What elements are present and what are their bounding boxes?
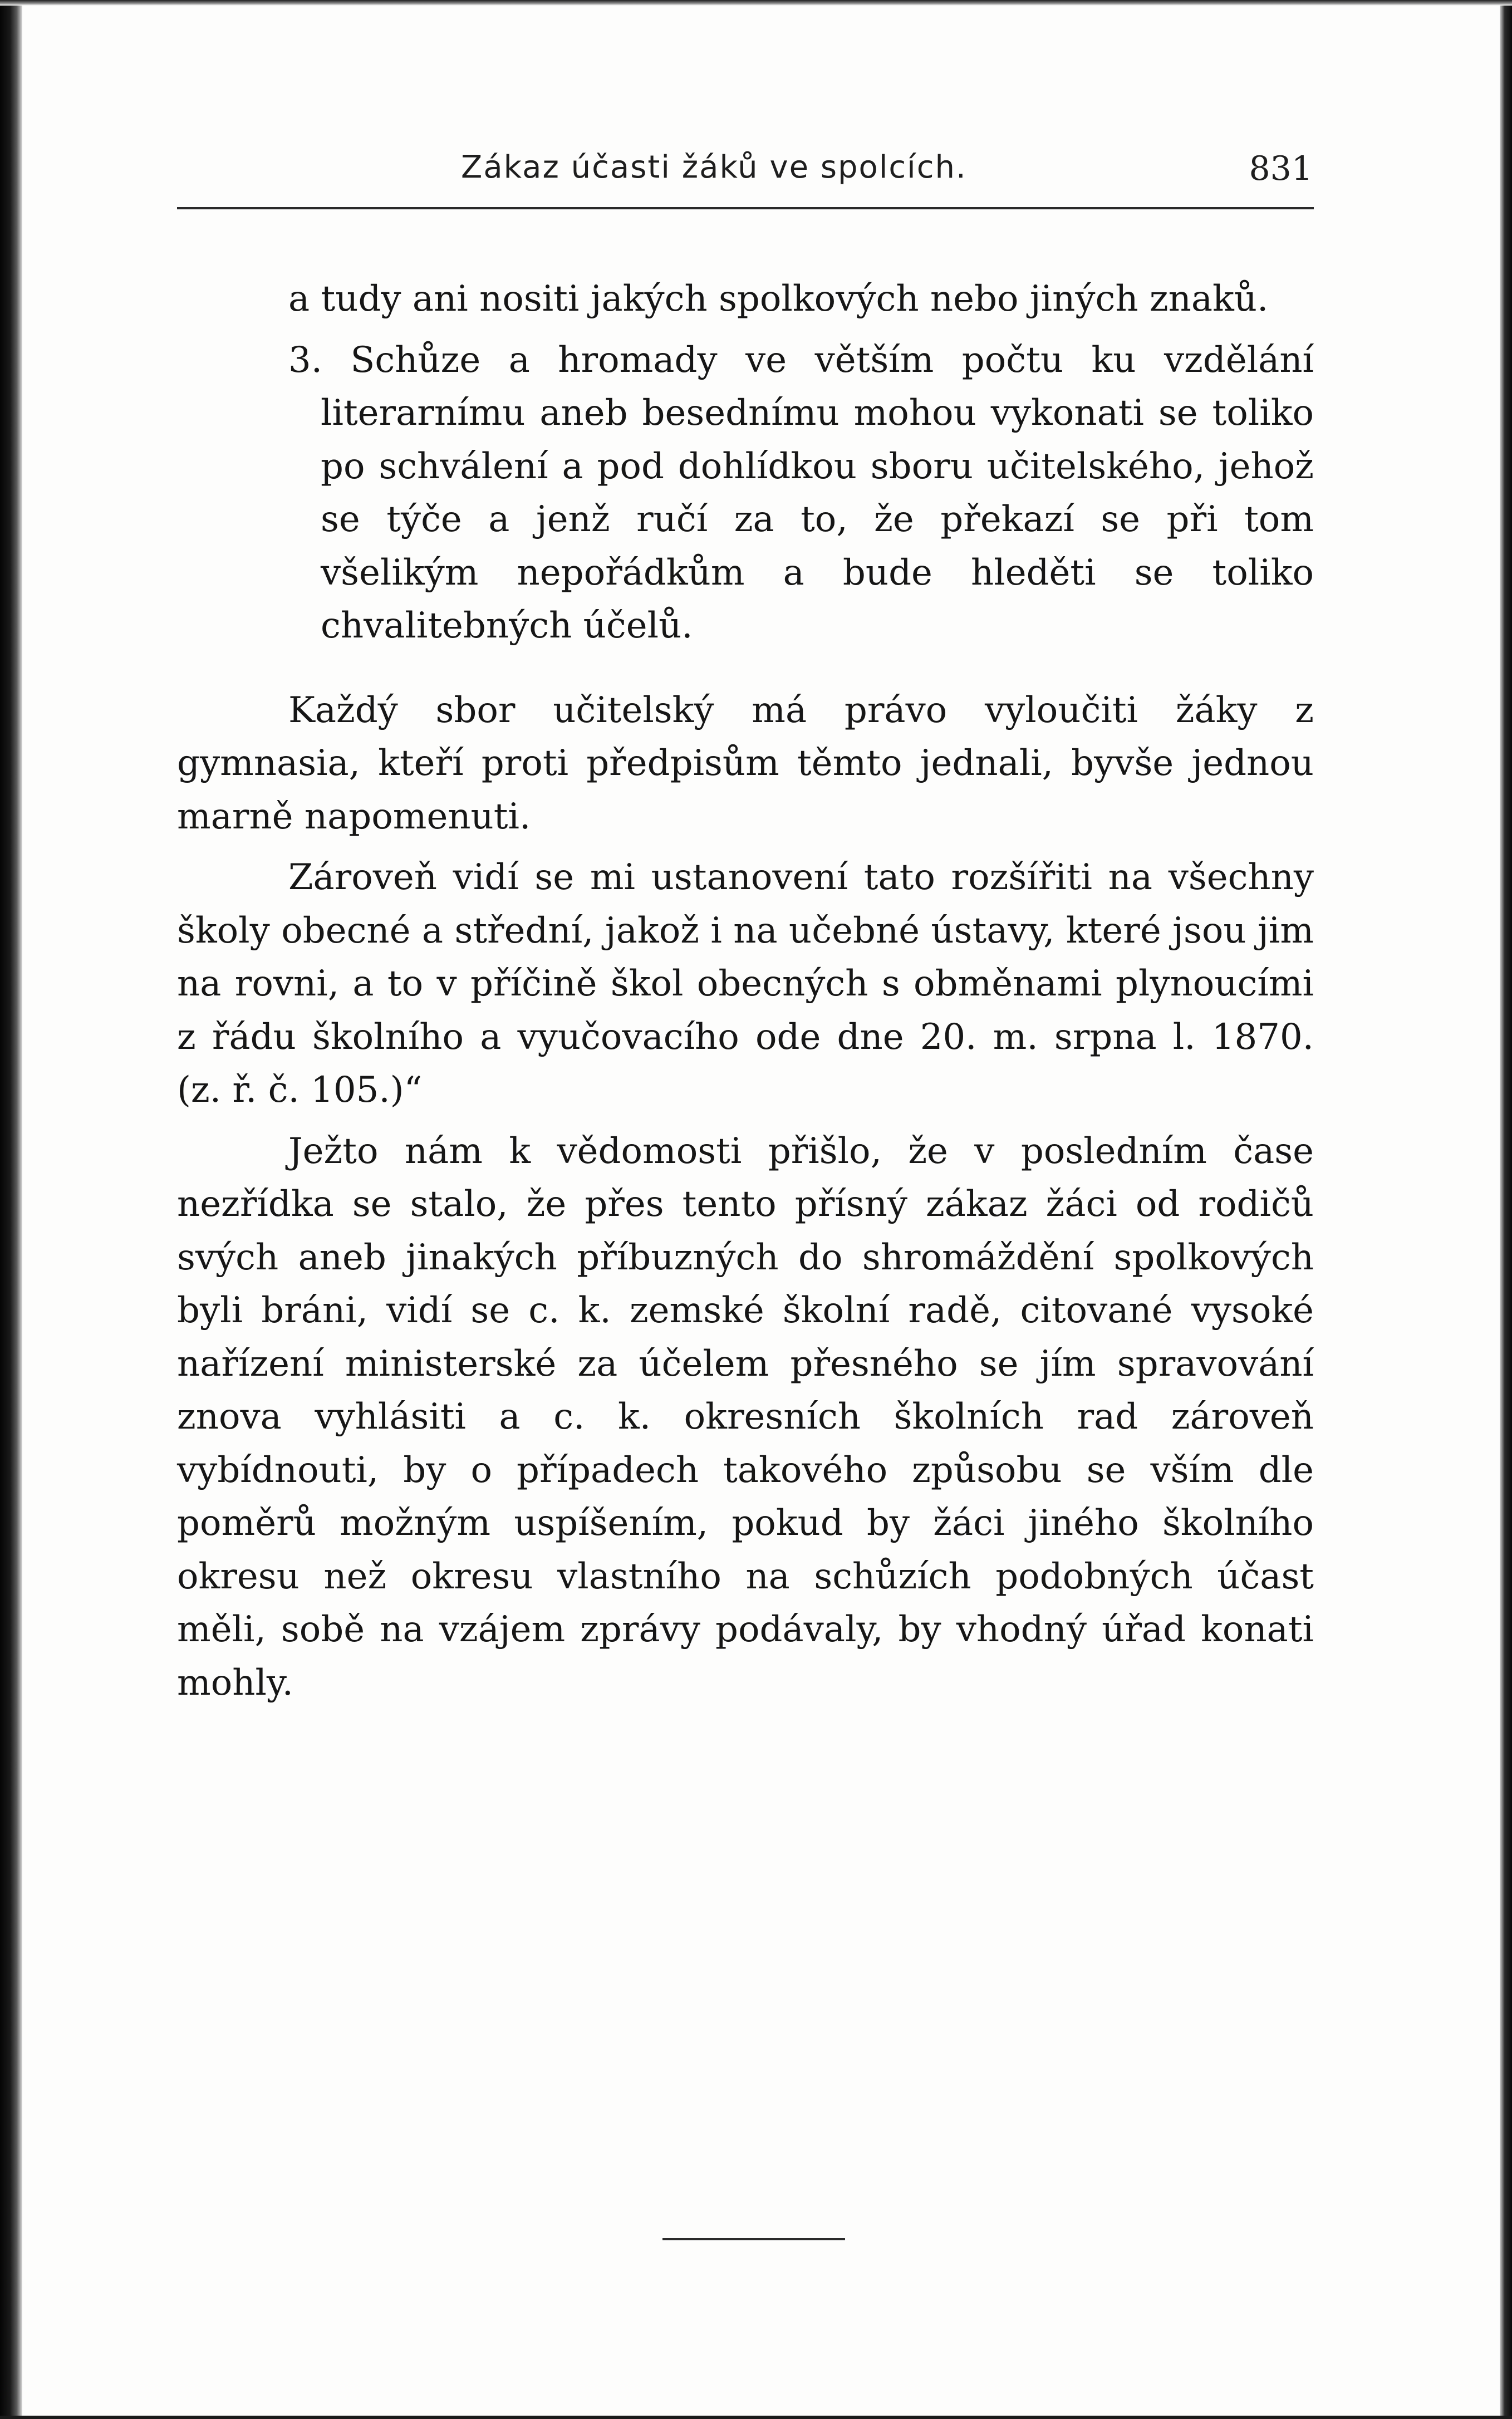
scan-bottom-edge: [0, 2416, 1512, 2419]
running-title: Zákaz účasti žáků ve spolcích.: [461, 149, 967, 185]
end-rule: [662, 2238, 845, 2240]
header-rule: [177, 207, 1314, 209]
scan-right-edge: [1500, 0, 1512, 2419]
scan-top-edge: [0, 0, 1512, 6]
paragraph-item-3: 3. Schůze a hromady ve větším počtu ku vzdělání literarnímu aneb besednímu mohou vykonati se toliko po schválení a pod dohlídkou sboru učitelského, jehož se týče a jenž ručí za to, že překazí se při tom všelikým nepořádkům a bude hleděti se toliko chvalitebných účelů.: [288, 339, 1314, 646]
paragraph-announcement: Ježto nám k vědomosti přišlo, že v posledním čase nezřídka se stalo, že přes tento přísný zákaz žáci od rodičů svých aneb jinakých příbuzných do shromáždění spolkových byli bráni, vidí se c. k. zemské školní radě, citované vysoké nařízení ministerské za účelem přesného se jím spravování znova vyhlásiti a c. k. okresních školních rad zároveň vybídnouti, by o případech takového způsobu se vším dle poměrů možným uspíšením, pokud by žáci jiného školního okresu než okresu vlastního na schůzích podobných účast měli, sobě na vzájem zprávy podávaly, by vhodný úřad konati mohly.: [177, 1130, 1314, 1704]
scan-left-edge: [0, 0, 22, 2419]
paragraph-extension: Zároveň vidí se mi ustanovení tato rozšířiti na všechny školy obecné a střední, jakož i na učebné ústavy, které jsou jim na rovni, a to v příčině škol obecných s obměnami plynoucími z řádu školního a vyučovacího ode dne 20. m. srpna l. 1870. (z. ř. č. 105.)“: [177, 857, 1314, 1111]
paragraph-expulsion: Každý sbor učitelský má právo vyloučiti žáky z gymnasia, kteří proti předpisům těmto jednali, byvše jednou marně napomenuti.: [177, 689, 1314, 837]
page-header: [177, 149, 1313, 194]
page-body: [177, 273, 1314, 1710]
paragraph-continuation: a tudy ani nositi jakých spolkových nebo jiných znaků.: [288, 278, 1269, 320]
page-number: 831: [1249, 149, 1313, 188]
